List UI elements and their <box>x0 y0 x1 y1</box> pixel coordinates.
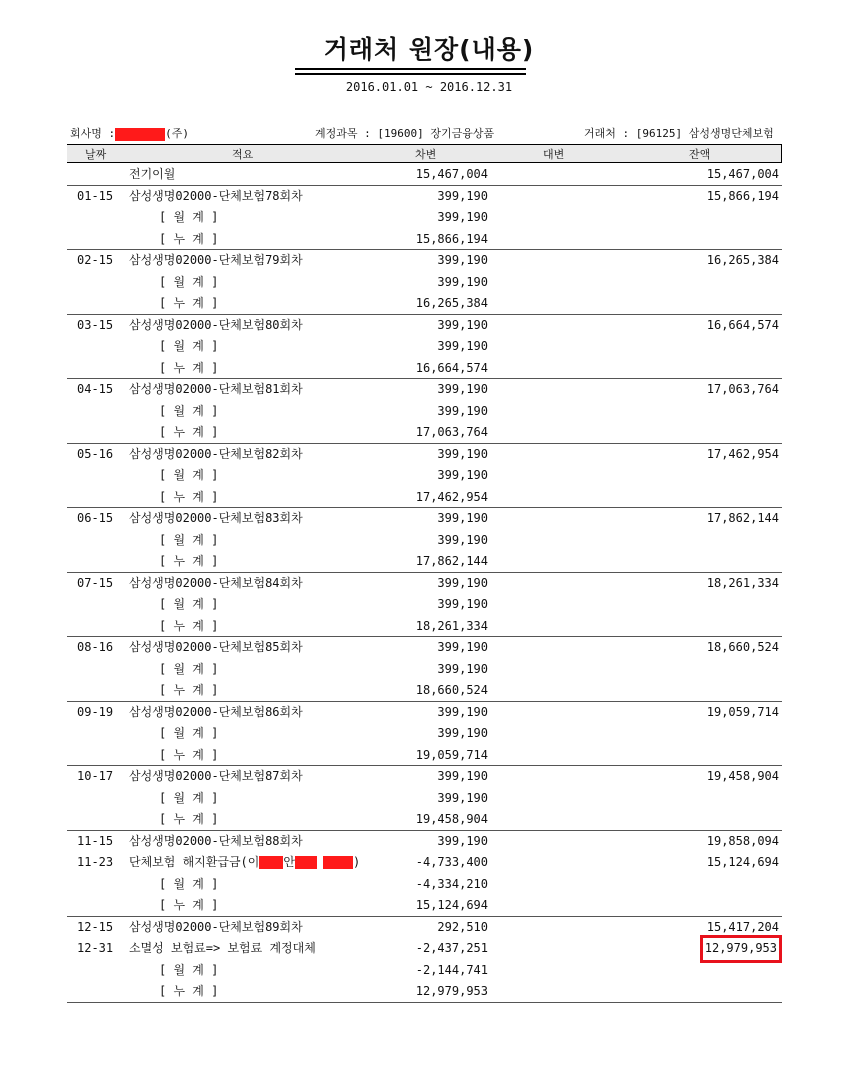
row-debit: 399,190 <box>437 188 488 203</box>
table-row <box>67 765 782 788</box>
highlighted-balance: 12,979,953 <box>703 938 779 960</box>
table-row <box>67 938 782 960</box>
row-date: 08-16 <box>77 640 114 654</box>
row-debit: 399,190 <box>437 339 488 353</box>
redaction-block <box>323 856 353 869</box>
company-info <box>70 125 189 141</box>
col-debit: 차변 <box>415 148 437 161</box>
row-description: 삼성생명02000-단체보험88회차 <box>129 833 303 848</box>
title-underline <box>295 68 526 70</box>
header-bottom-rule <box>67 162 782 163</box>
subtotal-row <box>67 788 782 810</box>
row-description: 삼성생명02000-단체보험79회차 <box>129 253 303 267</box>
row-debit: 399,190 <box>437 468 488 482</box>
row-date: 01-15 <box>77 188 114 203</box>
row-description: 삼성생명02000-단체보험86회차 <box>129 704 303 719</box>
row-debit: 18,660,524 <box>415 683 488 697</box>
subtotal-row <box>67 723 782 745</box>
col-balance: 잔액 <box>689 148 711 161</box>
row-description <box>129 852 360 874</box>
row-balance: 19,059,714 <box>706 704 779 719</box>
subtotal-row <box>67 960 782 982</box>
row-debit: 399,190 <box>437 403 488 418</box>
row-description: [ 월 계 ] <box>159 661 219 676</box>
row-description: [ 월 계 ] <box>159 532 219 547</box>
row-debit: 399,190 <box>437 640 488 654</box>
table-row <box>67 314 782 337</box>
row-date: 06-15 <box>77 511 114 525</box>
table-row <box>67 507 782 530</box>
row-description: [ 누 계 ] <box>159 554 219 568</box>
subtotal-row <box>67 530 782 552</box>
row-description: 삼성생명02000-단체보험89회차 <box>129 919 303 934</box>
row-description: [ 누 계 ] <box>159 489 219 504</box>
row-debit: 19,458,904 <box>415 812 488 826</box>
row-description: [ 월 계 ] <box>159 339 219 353</box>
table-row <box>67 701 782 724</box>
row-description: [ 누 계 ] <box>159 683 219 697</box>
table-row <box>67 164 782 186</box>
subtotal-row <box>67 465 782 487</box>
report-period: 2016.01.01 ~ 2016.12.31 <box>345 80 513 94</box>
row-description: 전기이월 <box>129 167 176 181</box>
row-debit: 399,190 <box>437 704 488 719</box>
col-credit: 대변 <box>543 148 565 161</box>
row-description: [ 월 계 ] <box>159 876 219 891</box>
row-description: 삼성생명02000-단체보험84회차 <box>129 575 303 590</box>
subtotal-row <box>67 895 782 917</box>
row-description: [ 누 계 ] <box>159 747 219 762</box>
subtotal-row <box>67 207 782 229</box>
subtotal-row <box>67 336 782 358</box>
table-row <box>67 830 782 853</box>
table-row <box>67 636 782 659</box>
row-debit: 16,664,574 <box>415 360 488 375</box>
row-date: 11-23 <box>77 855 114 869</box>
row-description: [ 누 계 ] <box>159 984 219 998</box>
row-balance: 19,858,094 <box>706 833 779 848</box>
subtotal-row <box>67 594 782 616</box>
row-description: [ 월 계 ] <box>159 962 219 977</box>
desc-text-mid: 안 <box>283 855 295 869</box>
row-debit: 17,063,764 <box>415 425 488 439</box>
table-row <box>67 572 782 595</box>
ledger-rows <box>67 164 782 1003</box>
row-description: [ 월 계 ] <box>159 790 219 805</box>
row-debit: 19,059,714 <box>415 747 488 762</box>
row-date: 11-15 <box>77 833 114 848</box>
row-debit: 399,190 <box>437 833 488 848</box>
row-balance: 18,660,524 <box>706 640 779 654</box>
row-date: 10-17 <box>77 769 114 783</box>
subtotal-row <box>67 809 782 831</box>
row-description: 삼성생명02000-단체보험82회차 <box>129 446 303 461</box>
row-balance: 15,417,204 <box>706 919 779 934</box>
subtotal-row <box>67 874 782 896</box>
row-balance: 15,124,694 <box>706 855 779 869</box>
company-suffix: (주) <box>165 127 189 140</box>
table-row <box>67 916 782 939</box>
row-debit: 399,190 <box>437 597 488 611</box>
row-description: [ 월 계 ] <box>159 210 219 224</box>
row-debit: -2,437,251 <box>415 941 488 955</box>
row-debit: -4,334,210 <box>415 876 488 891</box>
subtotal-row <box>67 551 782 573</box>
redacted-company-name <box>115 128 165 141</box>
subtotal-row <box>67 659 782 681</box>
row-description: 삼성생명02000-단체보험78회차 <box>129 188 303 203</box>
row-debit: 399,190 <box>437 446 488 461</box>
row-debit: 399,190 <box>437 253 488 267</box>
row-debit: 399,190 <box>437 726 488 740</box>
row-date: 04-15 <box>77 382 114 396</box>
row-debit: 399,190 <box>437 511 488 525</box>
subtotal-row <box>67 229 782 251</box>
redaction-block <box>259 856 283 869</box>
row-description: [ 월 계 ] <box>159 726 219 740</box>
row-description: 소멸성 보험료=> 보험료 계정대체 <box>129 941 316 955</box>
row-description: [ 누 계 ] <box>159 360 219 375</box>
table-row <box>67 852 782 874</box>
table-header <box>67 145 782 162</box>
row-description: 삼성생명02000-단체보험87회차 <box>129 769 303 783</box>
row-description: [ 누 계 ] <box>159 296 219 310</box>
subtotal-row <box>67 616 782 638</box>
table-row <box>67 443 782 466</box>
row-balance: 16,265,384 <box>706 253 779 267</box>
desc-text-end: ) <box>352 855 361 869</box>
account-info: 계정과목 : [19600] 장기금융상품 <box>315 127 495 140</box>
table-row <box>67 249 782 272</box>
row-description: [ 월 계 ] <box>159 597 219 611</box>
row-description: 삼성생명02000-단체보험85회차 <box>129 640 303 654</box>
row-debit: 18,261,334 <box>415 618 488 633</box>
row-date: 03-15 <box>77 317 114 332</box>
row-description: [ 누 계 ] <box>159 618 219 633</box>
redaction-block <box>295 856 317 869</box>
row-description: [ 누 계 ] <box>159 812 219 826</box>
row-balance: 17,462,954 <box>706 446 779 461</box>
page-title: 거래처 원장(내용) <box>323 35 535 64</box>
row-description: [ 월 계 ] <box>159 403 219 418</box>
row-debit: 12,979,953 <box>415 984 488 998</box>
row-date: 12-31 <box>77 941 114 955</box>
company-label: 회사명 : <box>70 127 116 140</box>
row-description: [ 누 계 ] <box>159 898 219 912</box>
row-debit: 399,190 <box>437 382 488 396</box>
row-debit: 399,190 <box>437 769 488 783</box>
col-desc: 적요 <box>232 148 254 161</box>
row-balance: 17,862,144 <box>706 511 779 525</box>
row-debit: -2,144,741 <box>415 962 488 977</box>
subtotal-row <box>67 745 782 767</box>
row-description: 삼성생명02000-단체보험83회차 <box>129 511 303 525</box>
subtotal-row <box>67 293 782 315</box>
row-balance: 19,458,904 <box>706 769 779 783</box>
desc-text: 단체보험 해지환급금(이 <box>129 855 260 869</box>
subtotal-row <box>67 358 782 380</box>
row-description: 삼성생명02000-단체보험81회차 <box>129 382 303 396</box>
table-row <box>67 378 782 401</box>
row-debit: 399,190 <box>437 790 488 805</box>
row-debit: -4,733,400 <box>415 855 488 869</box>
row-debit: 399,190 <box>437 532 488 547</box>
row-debit: 16,265,384 <box>415 296 488 310</box>
row-description: [ 누 계 ] <box>159 231 219 246</box>
row-description: [ 월 계 ] <box>159 468 219 482</box>
header-right-border <box>781 145 782 162</box>
row-balance: 15,467,004 <box>706 167 779 181</box>
subtotal-row <box>67 487 782 509</box>
row-debit: 399,190 <box>437 661 488 676</box>
row-debit: 292,510 <box>437 919 488 934</box>
row-debit: 399,190 <box>437 317 488 332</box>
row-debit: 399,190 <box>437 575 488 590</box>
title-underline-2 <box>295 73 526 75</box>
subtotal-row <box>67 401 782 423</box>
row-date: 09-19 <box>77 704 114 719</box>
row-debit: 399,190 <box>437 274 488 289</box>
row-date: 12-15 <box>77 919 114 934</box>
subtotal-row <box>67 422 782 444</box>
subtotal-row <box>67 981 782 1003</box>
row-balance: 16,664,574 <box>706 317 779 332</box>
row-debit: 15,124,694 <box>415 898 488 912</box>
row-description: [ 월 계 ] <box>159 274 219 289</box>
row-date: 02-15 <box>77 253 114 267</box>
row-description: 삼성생명02000-단체보험80회차 <box>129 317 303 332</box>
row-debit: 399,190 <box>437 210 488 224</box>
row-debit: 15,866,194 <box>415 231 488 246</box>
row-debit: 15,467,004 <box>415 167 488 181</box>
table-row <box>67 185 782 208</box>
row-balance: 15,866,194 <box>706 188 779 203</box>
row-date: 05-16 <box>77 446 114 461</box>
row-debit: 17,462,954 <box>415 489 488 504</box>
row-balance: 18,261,334 <box>706 575 779 590</box>
row-debit: 17,862,144 <box>415 554 488 568</box>
row-balance: 17,063,764 <box>706 382 779 396</box>
table-bottom-rule <box>67 1002 782 1003</box>
subtotal-row <box>67 272 782 294</box>
subtotal-row <box>67 680 782 702</box>
col-date: 날짜 <box>85 148 107 161</box>
row-description: [ 누 계 ] <box>159 425 219 439</box>
vendor-info: 거래처 : [96125] 삼성생명단체보험 <box>584 127 774 140</box>
row-date: 07-15 <box>77 575 114 590</box>
